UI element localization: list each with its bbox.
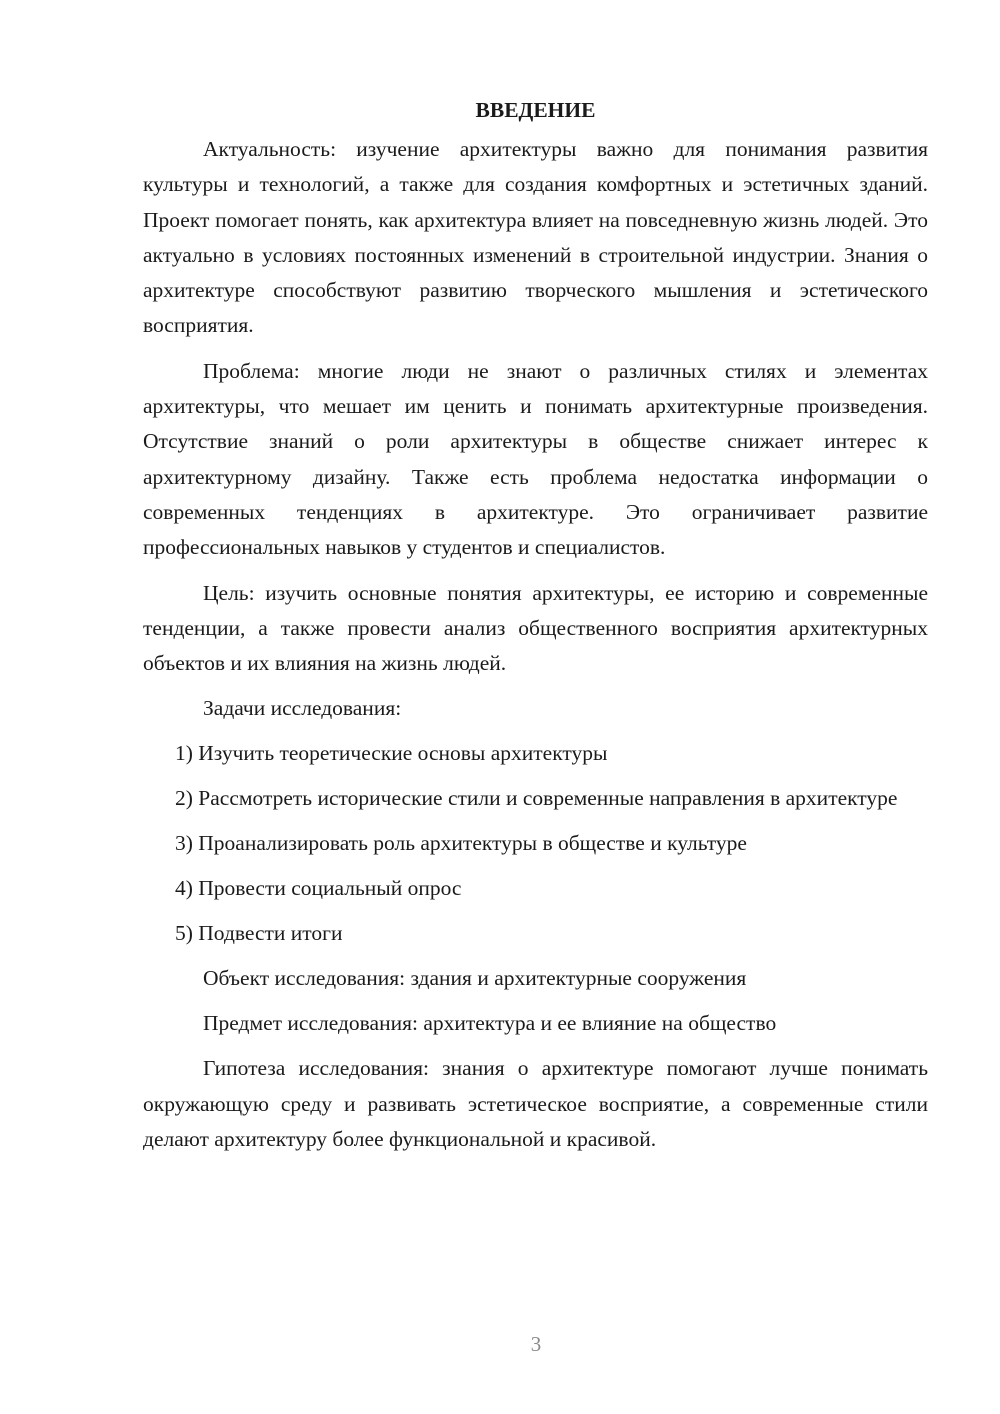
task-item: 3) Проанализировать роль архитектуры в обществе и культуре — [175, 831, 747, 856]
subject-paragraph: Предмет исследования: архитектура и ее влияние на общество — [203, 1011, 777, 1036]
relevance-paragraph: Актуальность: изучение архитектуры важно для понимания развития культуры и технологий, а также для создания комфортных и эстетичных зданий. Проект помогает понять, как архитектура влияет на повседневную жизнь людей. Это актуально в условиях постоянных изменений в строительной индустрии. Знания о архитектуре способствуют развитию творческого мышления и эстетического восприятия. — [143, 137, 928, 338]
page-number: 3 — [530, 1332, 542, 1356]
goal-paragraph: Цель: изучить основные понятия архитектуры, ее историю и современные тенденции, а также провести анализ общественного восприятия архитектурных объектов и их влияния на жизнь людей. — [143, 580, 928, 676]
document-page — [143, 92, 928, 1167]
page-title: ВВЕДЕНИЕ — [475, 98, 596, 122]
problem-paragraph: Проблема: многие люди не знают о различных стилях и элементах архитектуры, что мешает им ценить и понимать архитектурные произведения. Отсутствие знаний о роли архитектуры в обществе снижает интерес к архитектурному дизайну. Также есть проблема недостатка информации о современных тенденциях в архитектуре. Это ограничивает развитие профессиональных навыков у студентов и специалистов. — [143, 358, 928, 560]
task-item: 5) Подвести итоги — [175, 921, 343, 946]
tasks-heading: Задачи исследования: — [203, 696, 402, 721]
task-item: 2) Рассмотреть исторические стили и современные направления в архитектуре — [175, 786, 898, 811]
task-item: 4) Провести социальный опрос — [175, 876, 462, 901]
hypothesis-paragraph: Гипотеза исследования: знания о архитектуре помогают лучше понимать окружающую среду и развивать эстетическое восприятие, а современные стили делают архитектуру более функциональной и красивой. — [143, 1056, 928, 1152]
object-paragraph: Объект исследования: здания и архитектурные сооружения — [203, 966, 747, 991]
task-item: 1) Изучить теоретические основы архитектуры — [175, 741, 608, 766]
